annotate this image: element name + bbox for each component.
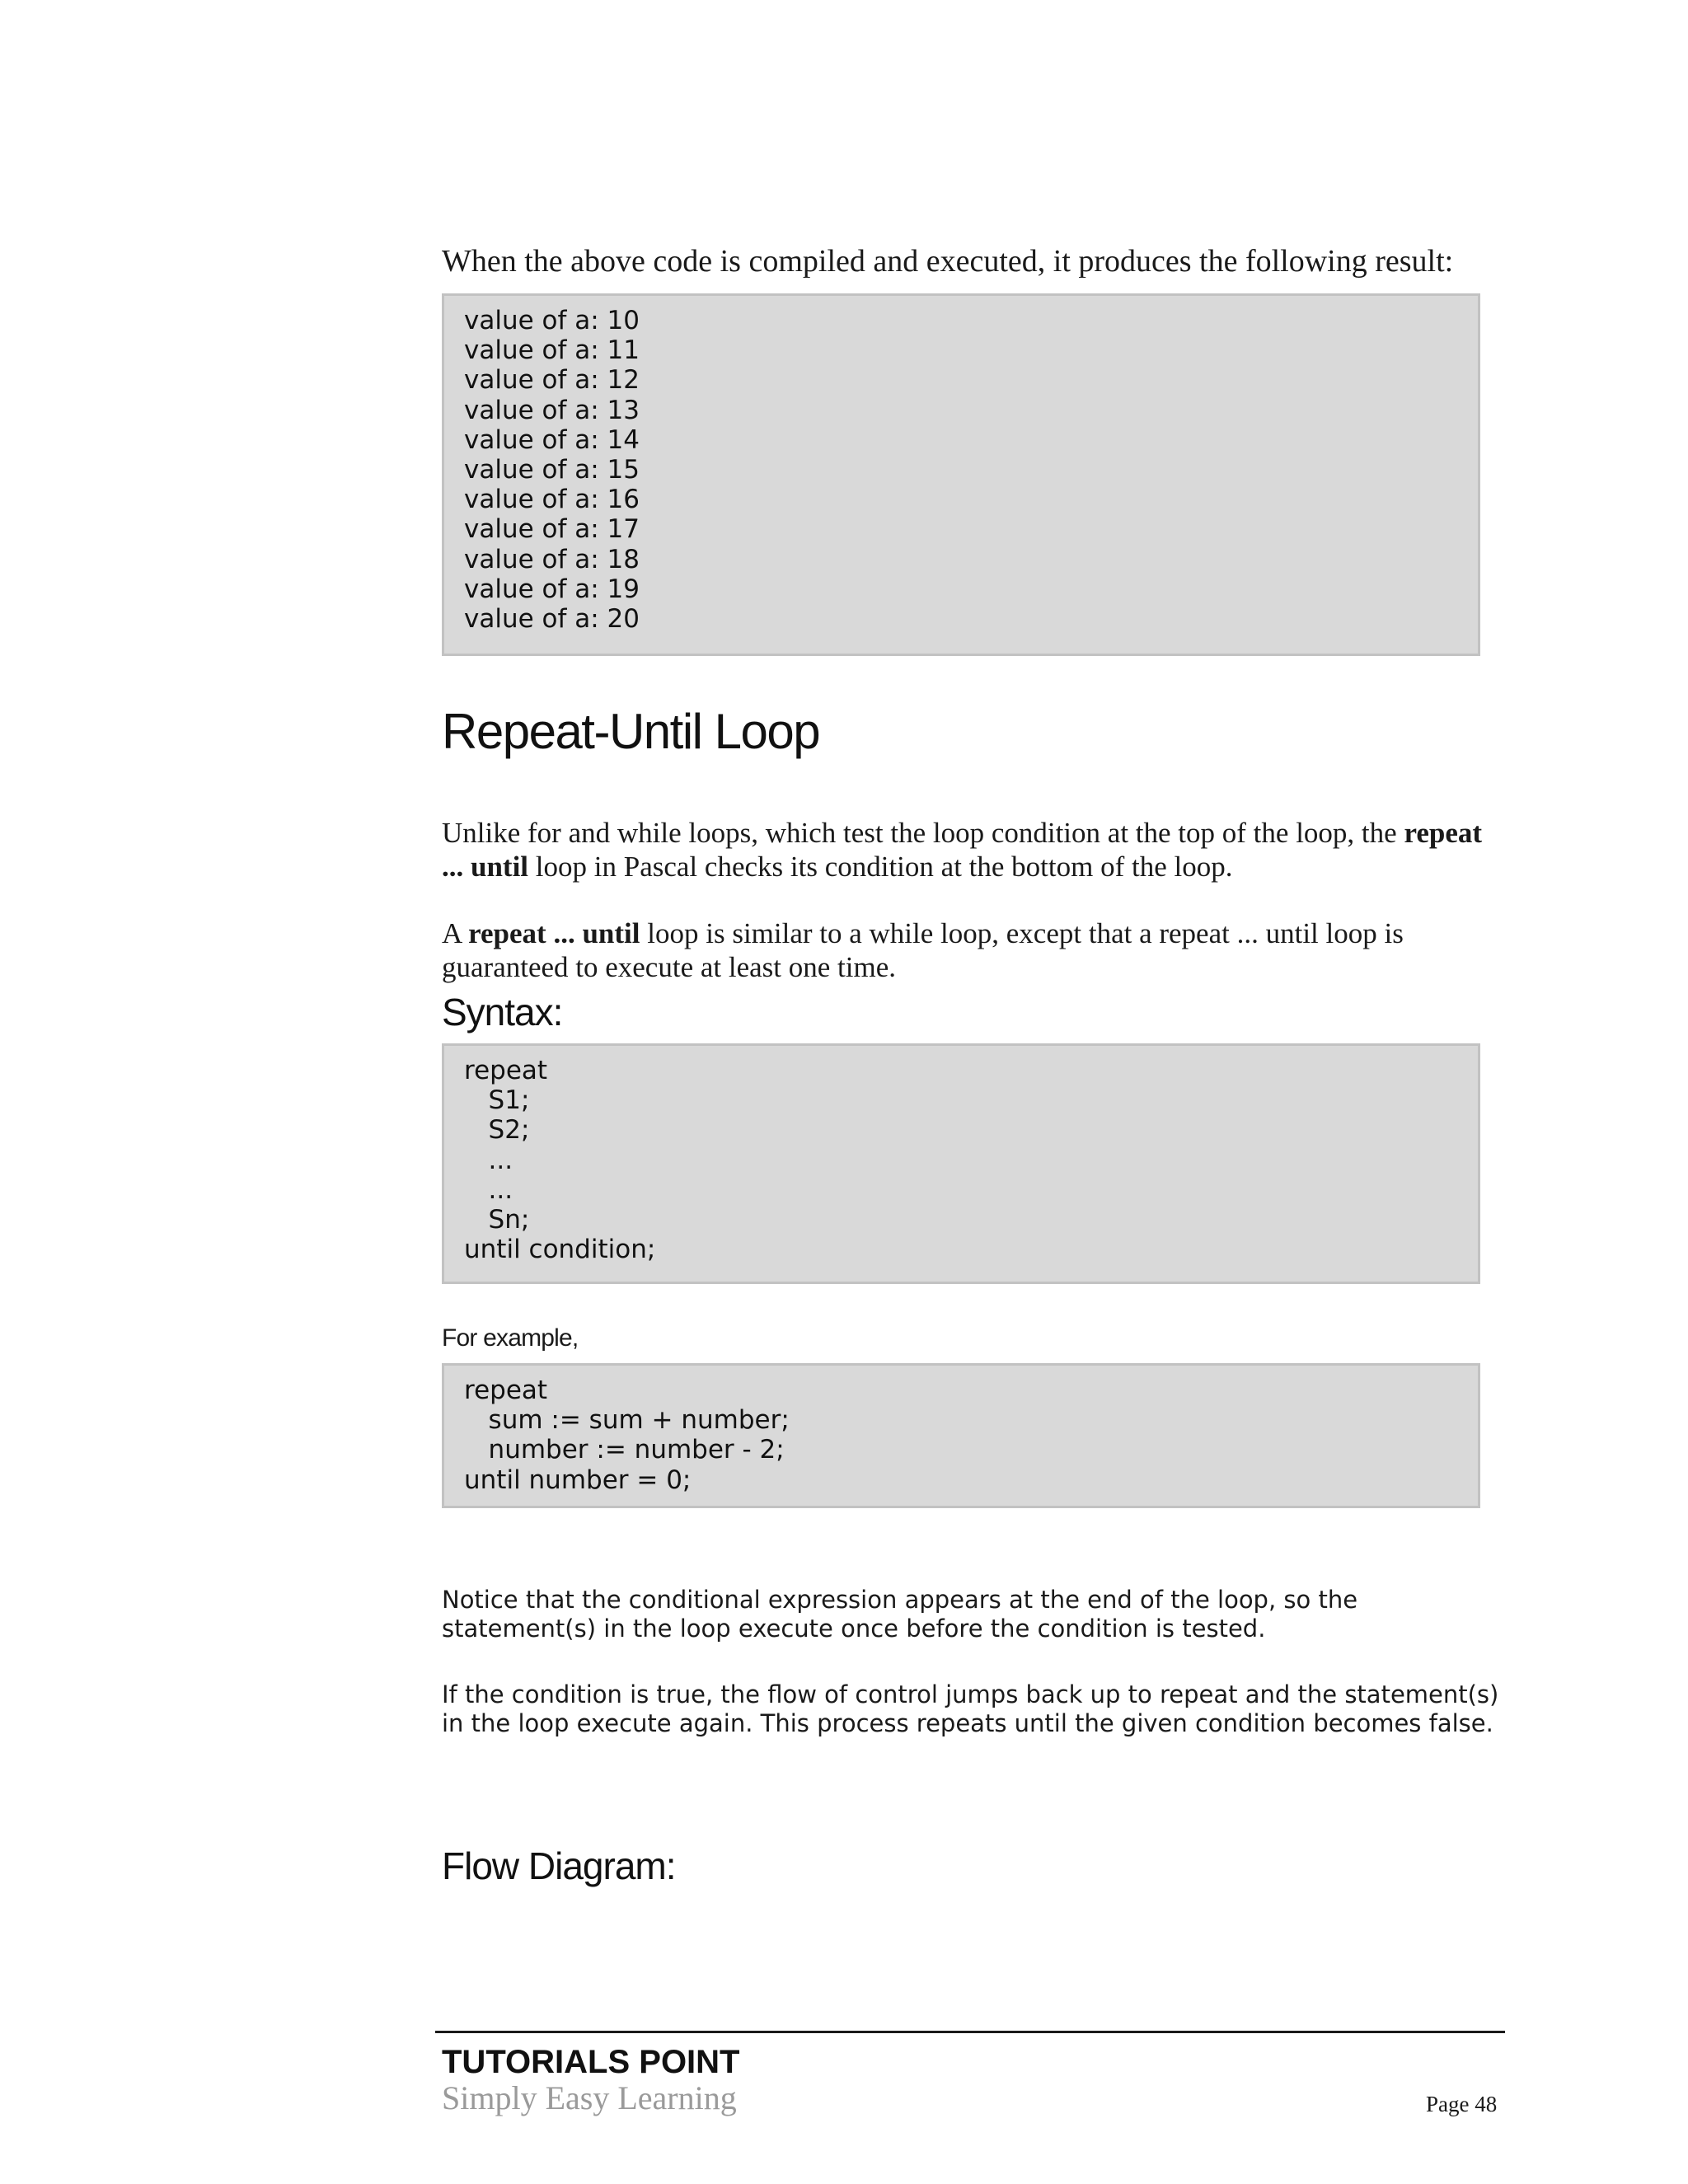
output-line: value of a: 14 xyxy=(464,424,640,455)
paragraph-guarantee xyxy=(442,916,1505,984)
syntax-line: until condition; xyxy=(464,1235,656,1265)
example-label: For example, xyxy=(442,1324,579,1352)
syntax-line: ... xyxy=(464,1174,513,1205)
note-execution-order: Notice that the conditional expression appears at the end of the loop, so the statement(s) in the loop execute once before the condition is tested. xyxy=(442,1586,1358,1643)
intro-text: When the above code is compiled and executed, it produces the following result: xyxy=(442,244,1454,279)
flow-diagram-heading: Flow Diagram: xyxy=(442,1844,676,1887)
output-line: value of a: 13 xyxy=(464,395,640,425)
syntax-line: Sn; xyxy=(464,1205,530,1235)
paragraph-text: loop is similar to a while loop, except that a repeat ... until loop is guaranteed to execute at least one time. xyxy=(442,917,1404,983)
paragraph-text: A xyxy=(442,917,469,949)
output-line: value of a: 17 xyxy=(464,514,640,545)
output-line: value of a: 11 xyxy=(464,335,640,366)
output-line: value of a: 20 xyxy=(464,604,640,635)
paragraph-bold-keyword: repeat ... until xyxy=(468,917,640,949)
output-line: value of a: 12 xyxy=(464,365,640,396)
example-line: sum := sum + number; xyxy=(464,1405,790,1436)
output-line: value of a: 16 xyxy=(464,485,640,515)
output-line: value of a: 15 xyxy=(464,455,640,485)
footer-tagline: Simply Easy Learning xyxy=(442,2079,737,2116)
output-line: value of a: 18 xyxy=(464,544,640,574)
example-line: until number = 0; xyxy=(464,1465,692,1495)
syntax-line: repeat xyxy=(464,1056,548,1085)
syntax-heading: Syntax: xyxy=(442,991,563,1033)
page-number: Page 48 xyxy=(1426,2092,1498,2116)
syntax-line: S1; xyxy=(464,1085,530,1116)
syntax-code-block xyxy=(442,1043,1480,1284)
footer-brand: TUTORIALS POINT xyxy=(442,2044,740,2080)
example-line: repeat xyxy=(464,1376,548,1405)
paragraph-bold-keyword: repeat ... until xyxy=(442,817,1483,883)
paragraph-text: Unlike for and while loops, which test the loop condition at the top of the loop, the xyxy=(442,817,1404,849)
output-line: value of a: 19 xyxy=(464,574,640,604)
footer-divider xyxy=(435,2031,1505,2033)
note-control-flow: If the condition is true, the flow of control jumps back up to repeat and the statement(s) in the loop execute again. This process repeats until the given condition becomes false. xyxy=(442,1680,1499,1737)
syntax-line: ... xyxy=(464,1145,513,1175)
section-title: Repeat-Until Loop xyxy=(442,704,820,759)
output-code-block xyxy=(442,293,1480,656)
paragraph-text: loop in Pascal checks its condition at the bottom of the loop. xyxy=(528,851,1233,883)
syntax-line: S2; xyxy=(464,1115,530,1146)
example-code-block xyxy=(442,1363,1480,1508)
example-line: number := number - 2; xyxy=(464,1435,785,1465)
output-line: value of a: 10 xyxy=(464,306,640,335)
paragraph-description xyxy=(442,816,1505,883)
